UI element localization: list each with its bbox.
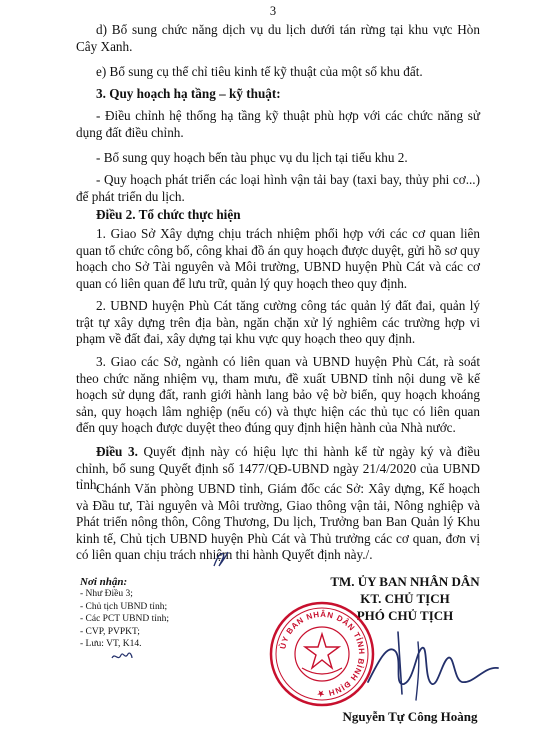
handwritten-mark-icon bbox=[110, 648, 134, 664]
article-2-item-2: 2. UBND huyện Phù Cát tăng cường công tác quản lý đất đai, quản lý trật tự xây dựng trên địa bàn, ngăn chặn xử lý nghiêm các trường hợp vi phạm về đất đai, xây dựng tại khu vực quy hoạch theo quy định. bbox=[76, 298, 480, 347]
article-2-item-3: 3. Giao các Sở, ngành có liên quan và UBND huyện Phù Cát, rà soát theo chức năng nhiệm vụ, tham mưu, đề xuất UBND tỉnh nội dung về kế hoạch sử dụng đất, ranh giới hành lang bảo vệ bờ biển, quy hoạch khoáng sản, quy hoạch lâm nghiệp (nếu có) và thực hiện các thủ tục có liên quan đến quy hoạch được duyệt theo đúng quy định hiện hành của Nhà nước. bbox=[76, 354, 480, 436]
initial-mark-icon bbox=[210, 548, 232, 570]
recipient-item: - CVP, PVPKT; bbox=[80, 626, 140, 637]
svg-text:ỦY BAN NHÂN DÂN TỈNH BÌNH ĐỊNH: ỦY BAN NHÂN DÂN TỈNH BÌNH ĐỊNH ★ bbox=[278, 609, 367, 699]
recipient-item: - Các PCT UBND tỉnh; bbox=[80, 614, 170, 625]
implementation-paragraph: Chánh Văn phòng UBND tỉnh, Giám đốc các Sở: Xây dựng, Kế hoạch và Đầu tư, Tài nguyên và Môi trường, Giao thông vận tải, Nông nghiệp và Phát triển nông thôn, Công Thương, Du lịch, Trưởng ban Ban Quản lý Khu kinh tế, Chủ tịch UBND huyện Phù Cát và Thủ trưởng các cơ quan, đơn vị có liên quan chịu trách nhiệm thi hành Quyết định này./. bbox=[76, 481, 480, 563]
item-d: d) Bổ sung chức năng dịch vụ du lịch dưới tán rừng tại khu vực Hòn Cây Xanh. bbox=[76, 22, 480, 54]
article-3-heading: Điều 3. bbox=[96, 444, 138, 459]
recipients-block bbox=[80, 576, 280, 650]
article-2-heading: Điều 2. Tổ chức thực hiện bbox=[96, 207, 241, 222]
article-3-text: Quyết định này có hiệu lực thi hành kể từ ngày ký và điều chỉnh, bổ sung Quyết định số 1477/QĐ-UBND ngày 21/4/2020 của UBND tỉnh. bbox=[76, 444, 481, 493]
recipient-item: - Chủ tịch UBND tỉnh; bbox=[80, 601, 168, 612]
infrastructure-item-2: - Bổ sung quy hoạch bến tàu phục vụ du lịch tại tiểu khu 2. bbox=[96, 150, 408, 165]
section-3-heading: 3. Quy hoạch hạ tầng – kỹ thuật: bbox=[96, 86, 281, 101]
handwritten-signature-icon bbox=[358, 622, 508, 710]
signature-title-line3: PHÓ CHỦ TỊCH bbox=[356, 608, 454, 623]
item-e: e) Bổ sung cụ thể chỉ tiêu kinh tế kỹ thuật của một số khu đất. bbox=[96, 64, 423, 79]
signer-name: Nguyễn Tự Công Hoàng bbox=[342, 709, 478, 724]
infrastructure-item-3: - Quy hoạch phát triển các loại hình vận tải bay (taxi bay, thủy phi cơ...) để phát triển du lịch. bbox=[76, 172, 480, 204]
recipients-title: Nơi nhận: bbox=[80, 576, 128, 588]
recipient-item: - Lưu: VT, K14. bbox=[80, 639, 142, 650]
article-2-item-1: 1. Giao Sở Xây dựng chịu trách nhiệm phối hợp với các cơ quan liên quan tổ chức công bố, công khai đồ án quy hoạch được duyệt, gửi hồ sơ quy hoạch cho Sở Tài nguyên và Môi trường, UBND huyện Phù Cát và các cơ quan có liên quan để lưu trữ, quản lý quy hoạch theo quy định. bbox=[76, 226, 480, 291]
recipient-item: - Như Điều 3; bbox=[80, 589, 133, 600]
infrastructure-item-1: - Điều chỉnh hệ thống hạ tầng kỹ thuật phù hợp với các chức năng sử dụng đất điều chỉnh. bbox=[76, 108, 480, 140]
page-number: 3 bbox=[269, 4, 277, 18]
signature-title-line2: KT. CHỦ TỊCH bbox=[360, 591, 450, 606]
signature-title-line1: TM. ỦY BAN NHÂN DÂN bbox=[330, 574, 480, 589]
